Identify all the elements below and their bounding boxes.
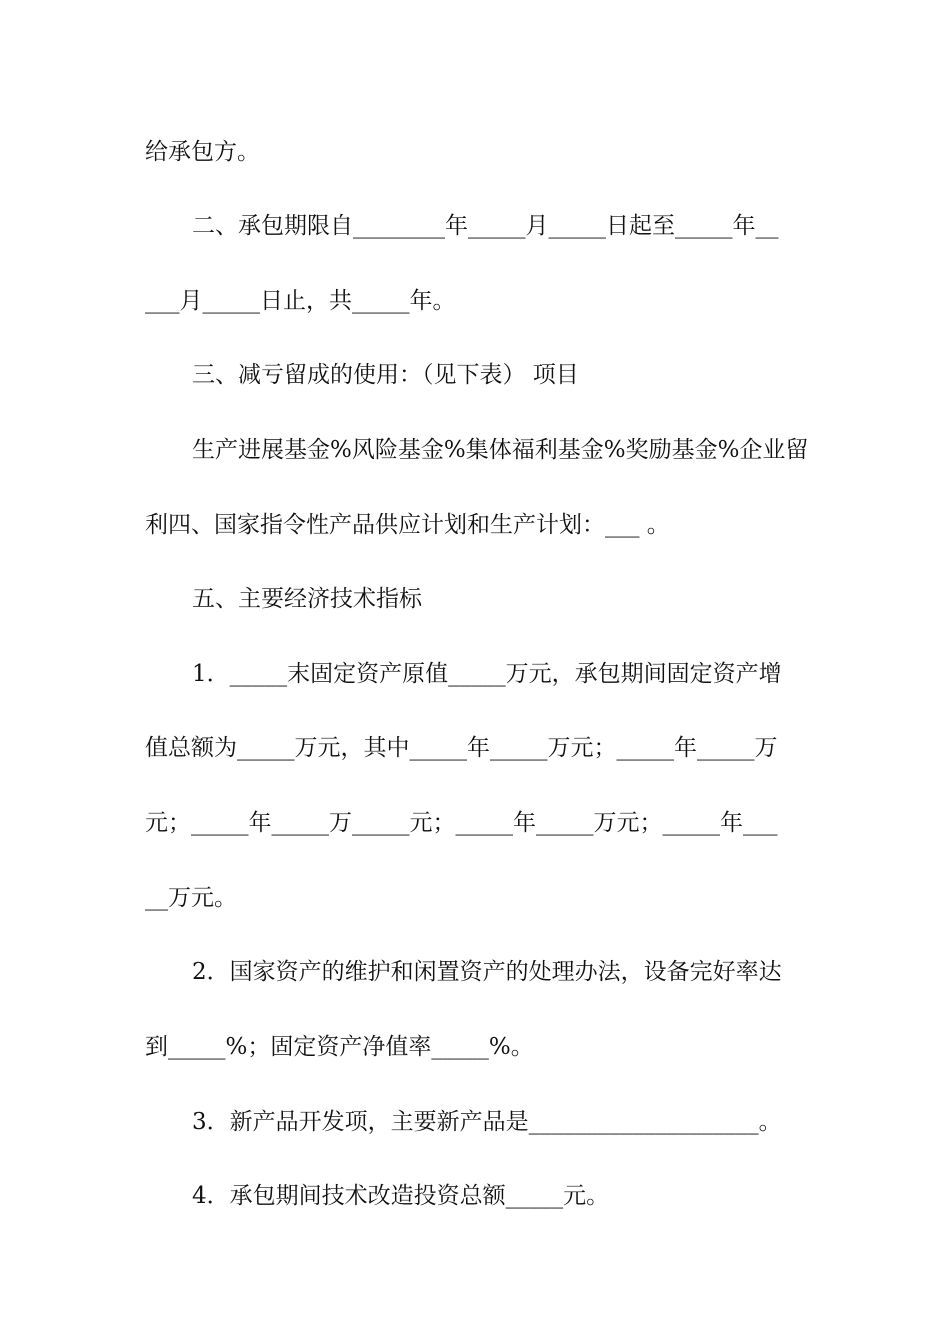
text-line: 2．国家资产的维护和闲置资产的处理办法，设备完好率达	[192, 959, 782, 985]
text-line: 1．_____末固定资产原值_____万元，承包期间固定资产增	[192, 661, 782, 687]
text-line: __万元。	[145, 885, 237, 911]
text-line: 元；_____年_____万_____元；_____年_____万元；_____年___	[145, 810, 778, 836]
text-line: 五、主要经济技术指标	[192, 586, 422, 612]
text-line: 到_____%；固定资产净值率_____%。	[145, 1034, 534, 1060]
text-line: 生产进展基金%风险基金%集体福利基金%奖励基金%企业留	[192, 437, 809, 463]
text-line: 3．新产品开发项，主要新产品是____________________。	[192, 1109, 782, 1135]
text-line: 给承包方。	[145, 139, 260, 165]
text-line: 三、减亏留成的使用：（见下表） 项目	[192, 362, 579, 388]
text-line: 利四、国家指令性产品供应计划和生产计划：___ 。	[145, 512, 670, 538]
text-line: 值总额为_____万元，其中_____年_____万元；_____年_____万	[145, 735, 778, 761]
text-line: 二、承包期限自________年_____月_____日起至_____年__	[192, 213, 779, 239]
text-line: 4．承包期间技术改造投资总额_____元。	[192, 1183, 610, 1209]
text-line: ___月_____日止，共_____年。	[145, 288, 456, 314]
